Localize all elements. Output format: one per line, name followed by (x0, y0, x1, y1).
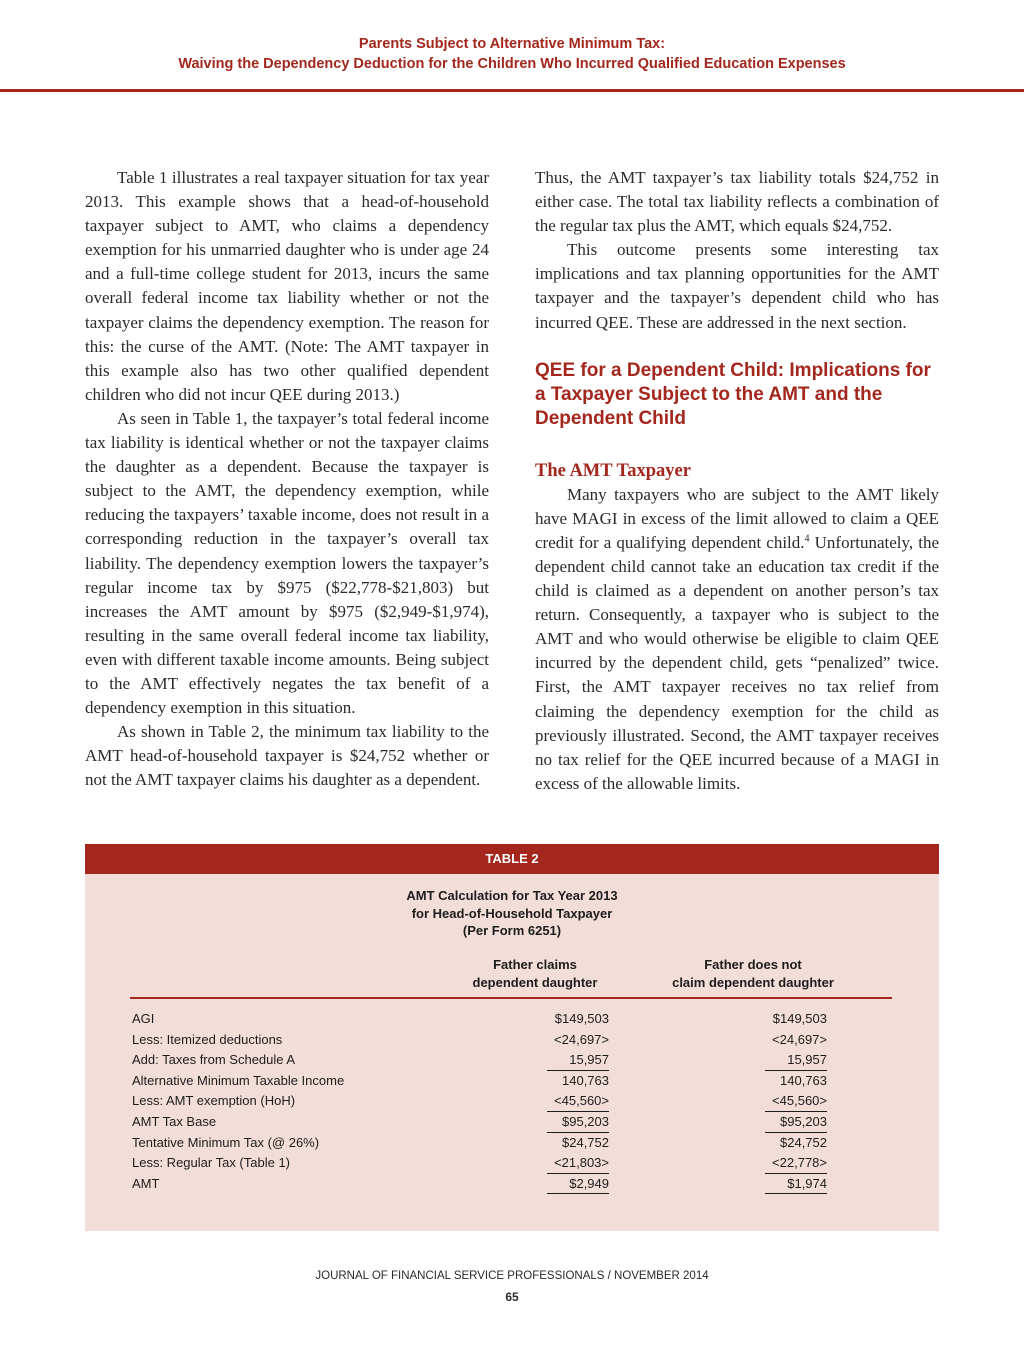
table-title-line: AMT Calculation for Tax Year 2013 (406, 888, 618, 903)
footnote-marker: 4 (804, 533, 810, 545)
left-column (85, 166, 489, 792)
table-row (132, 1050, 892, 1071)
row-label: AMT (132, 1175, 160, 1191)
row-label: Less: Itemized deductions (132, 1031, 283, 1047)
table-row (132, 1091, 892, 1112)
running-header (0, 34, 1024, 74)
value-not-claims: <22,778> (765, 1153, 827, 1174)
table-row (132, 1071, 892, 1092)
value-not-claims: 140,763 (780, 1072, 827, 1088)
value-claims: $24,752 (562, 1134, 609, 1150)
table-2 (85, 844, 939, 1231)
value-claims: 15,957 (547, 1050, 609, 1071)
value-claims: 140,763 (562, 1072, 609, 1088)
row-label: AMT Tax Base (132, 1114, 217, 1129)
value-not-claims: <45,560> (765, 1091, 827, 1112)
value-not-claims: 15,957 (765, 1050, 827, 1071)
value-claims: $149,503 (554, 1011, 609, 1026)
table-title-line: (Per Form 6251) (462, 923, 562, 938)
value-claims: <45,560> (547, 1091, 609, 1112)
table-row (132, 1133, 892, 1154)
header-line-2: Waiving the Dependency Deduction for the Children Who Incurred Qualified Education Expenses (178, 56, 846, 72)
table-title-line: for Head-of-Household Taxpayer (411, 905, 613, 921)
journal-footer: JOURNAL OF FINANCIAL SERVICE PROFESSIONALS / NOVEMBER 2014 (315, 1270, 709, 1282)
column-header-line: dependent daughter (472, 974, 598, 990)
value-not-claims: $1,974 (765, 1174, 827, 1195)
body-paragraph (535, 483, 939, 796)
header-divider (130, 997, 892, 999)
body-paragraph: As shown in Table 2, the minimum tax liability to the AMT head-of-household taxpayer is $24,752 whether or not the AMT taxpayer claims his daughter as a dependent. (85, 722, 489, 790)
body-paragraph: Thus, the AMT taxpayer’s tax liability totals $24,752 in either case. The total tax liability reflects a combination of the regular tax plus the AMT, which equals $24,752. (535, 168, 939, 236)
header-rule (0, 89, 1024, 92)
row-label: Tentative Minimum Tax (@ 26%) (132, 1134, 320, 1150)
body-paragraph: As seen in Table 1, the taxpayer’s total federal income tax liability is identical whether or not the taxpayer claims the daughter as a dependent. Because the taxpayer is subject to the AMT, the dependency exemption, while reducing the taxpayers’ taxable income, does not result in a corresponding reduction in the taxpayer’s overall tax liability. The dependency exemption lowers the taxpayer’s regular income tax by $975 ($22,778-$21,803) but increases the AMT amount by $975 ($2,949-$1,974), resulting in the same overall federal income tax liability, even with different taxable income amounts. Being subject to the AMT effectively negates the tax benefit of a dependency exemption in this situation. (85, 408, 489, 718)
body-paragraph: This outcome presents some interesting tax implications and tax planning opportunities for the AMT taxpayer and the taxpayer’s dependent child who has incurred QEE. These are addressed in the next section. (535, 240, 939, 332)
value-not-claims: <24,697> (772, 1031, 827, 1047)
column-header-line: Father claims (493, 957, 577, 972)
value-claims: $2,949 (547, 1174, 609, 1195)
right-column (535, 166, 939, 796)
column-header-line: claim dependent daughter (672, 974, 834, 990)
table-row (132, 1030, 892, 1051)
table-row (132, 1153, 892, 1174)
value-not-claims: $24,752 (780, 1134, 827, 1150)
value-not-claims: $95,203 (765, 1112, 827, 1133)
sub-heading: The AMT Taxpayer (535, 460, 691, 481)
value-claims: $95,203 (547, 1112, 609, 1133)
section-heading: QEE for a Dependent Child: Implications for a Taxpayer Subject to the AMT and the Dependent Child (535, 359, 931, 429)
row-label: AGI (132, 1011, 155, 1026)
value-not-claims: $149,503 (772, 1011, 827, 1026)
row-label: Less: AMT exemption (HoH) (132, 1093, 296, 1109)
row-label: Alternative Minimum Taxable Income (132, 1072, 345, 1088)
value-claims: <24,697> (554, 1031, 609, 1047)
column-header-not-claims (643, 956, 863, 991)
header-line-1: Parents Subject to Alternative Minimum Tax: (358, 36, 666, 52)
table-label: TABLE 2 (85, 844, 939, 874)
body-paragraph: Table 1 illustrates a real taxpayer situation for tax year 2013. This example shows that a head-of-household taxpayer subject to AMT, who claims a dependency exemption for his unmarried daughter who is under age 24 and a full-time college student for 2013, incurs the same overall federal income tax liability whether or not the taxpayer claims the dependency exemption. The reason for this: the curse of the AMT. (Note: The AMT taxpayer in this example also has two other qualified dependent children who did not incur QEE during 2013.) (85, 168, 489, 404)
value-claims: <21,803> (547, 1153, 609, 1174)
table-row (132, 1112, 892, 1133)
row-label: Less: Regular Tax (Table 1) (132, 1155, 291, 1171)
paragraph-text: Unfortunately, the dependent child cannot take an education tax credit if the child is claimed as a dependent on another person’s tax return. Consequently, a taxpayer who is subject to the AMT and who would otherwise be eligible to claim QEE incurred by the dependent child, gets “penalized” twice. First, the AMT taxpayer receives no tax relief from claiming the dependency exemption for the child as previously illustrated. Second, the AMT taxpayer receives no tax relief for the QEE incurred because of a MAGI in excess of the allowable limits. (535, 532, 939, 793)
table-title (85, 887, 939, 940)
paragraph-text: Many taxpayers who are subject to the AMT likely have MAGI in excess of the limit allowed to claim a QEE credit for a qualifying dependent child. (535, 484, 939, 552)
page-number: 65 (505, 1290, 519, 1304)
row-label: Add: Taxes from Schedule A (132, 1052, 296, 1068)
table-row (132, 1009, 892, 1030)
column-header-line: Father does not (704, 957, 802, 972)
column-header-claims (435, 956, 635, 991)
table-row (132, 1174, 892, 1195)
